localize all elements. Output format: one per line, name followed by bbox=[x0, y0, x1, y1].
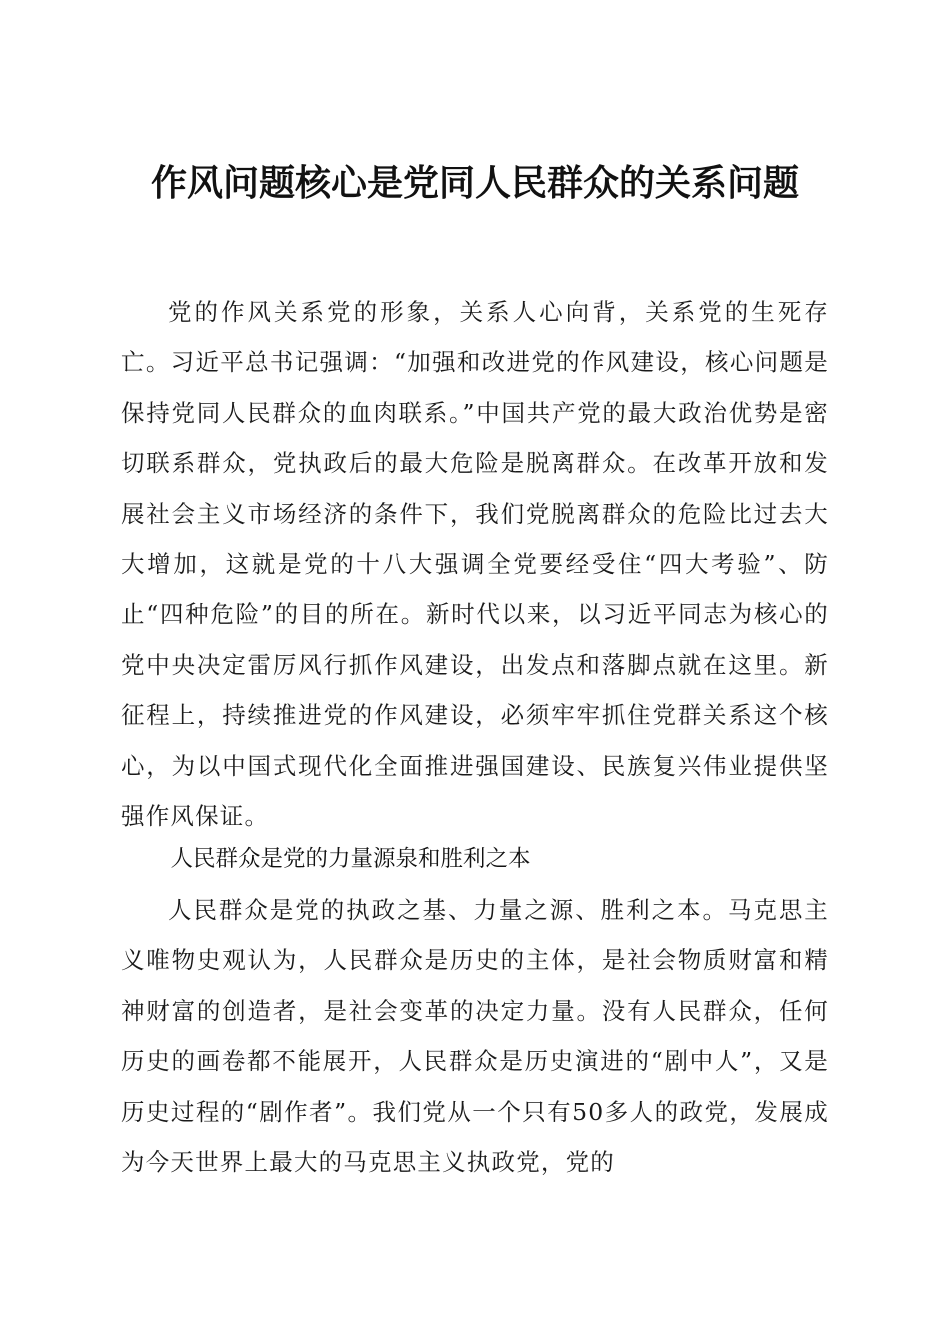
section-paragraph: 人民群众是党的执政之基、力量之源、胜利之本。马克思主义唯物史观认为，人民群众是历史的主体，是社会物质财富和精神财富的创造者，是社会变革的决定力量。没有人民群众，任何历史的画卷都不能展开，人民群众是历史演进的“剧中人”，又是历史过程的“剧作者”。我们党从一个只有50多人的政党，发展成为今天世界上最大的马克思主义执政党，党的 bbox=[121, 896, 829, 1177]
section-heading: 人民群众是党的力量源泉和胜利之本 bbox=[170, 846, 531, 872]
intro-paragraph: 党的作风关系党的形象，关系人心向背，关系党的生死存亡。习近平总书记强调：“加强和改进党的作风建设，核心问题是保持党同人民群众的血肉联系。”中国共产党的最大政治优势是密切联系群众，党执政后的最大危险是脱离群众。在改革开放和发展社会主义市场经济的条件下，我们党脱离群众的危险比过去大大增加，这就是党的十八大强调全党要经受住“四大考验”、防止“四种危险”的目的所在。新时代以来，以习近平同志为核心的党中央决定雷厉风行抓作风建设，出发点和落脚点就在这里。新征程上，持续推进党的作风建设，必须牢牢抓住党群关系这个核心，为以中国式现代化全面推进强国建设、民族复兴伟业提供坚强作风保证。 bbox=[121, 298, 829, 831]
document-title: 作风问题核心是党同人民群众的关系问题 bbox=[150, 162, 799, 204]
